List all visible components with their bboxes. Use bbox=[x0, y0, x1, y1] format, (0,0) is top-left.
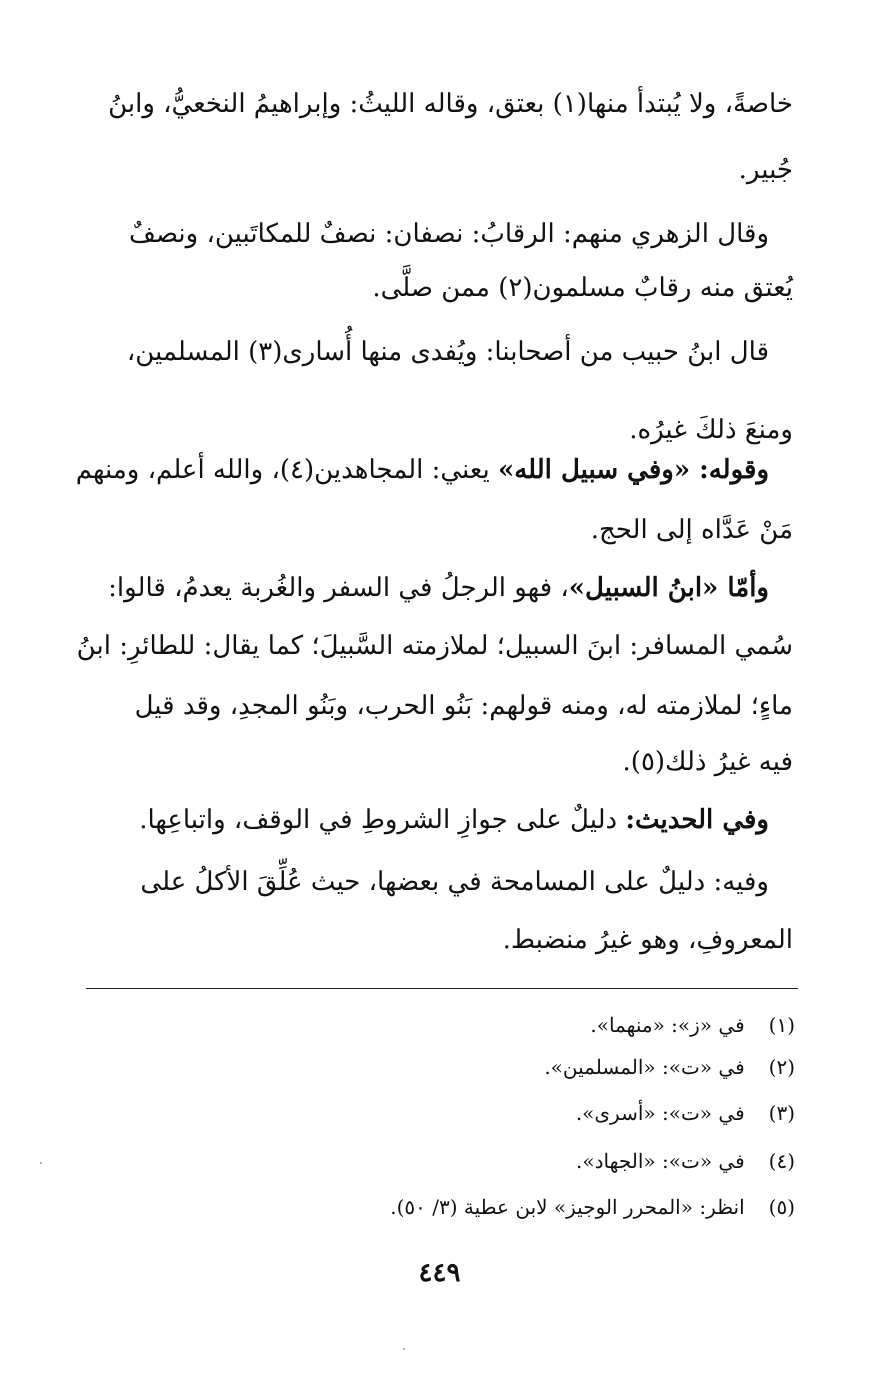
footnote-1: (١) في «ز»: «منهما». bbox=[590, 1010, 795, 1040]
body-line-12: فيه غيرُ ذلك(٥). bbox=[622, 747, 793, 777]
footnote-2-number: (٢) bbox=[768, 1055, 795, 1079]
body-line-8: مَنْ عَدَّاه إلى الحج. bbox=[590, 515, 793, 545]
footnote-3: (٣) في «ت»: «أسرى». bbox=[576, 1098, 795, 1128]
body-line-11: ماءٍ؛ لملازمته له، ومنه قولهم: بَنُو الحرب، وبَنُو المجدِ، وقد قيل bbox=[134, 691, 793, 721]
scan-speck bbox=[403, 1348, 405, 1350]
footnote-4-number: (٤) bbox=[768, 1149, 795, 1173]
footnote-2: (٢) في «ت»: «المسلمين». bbox=[544, 1052, 795, 1082]
body-line-5: قال ابنُ حبيب من أصحابنا: ويُفدى منها أُسارى(٣) المسلمين، bbox=[126, 337, 769, 367]
body-line-15: المعروفِ، وهو غيرُ منضبط. bbox=[502, 925, 793, 955]
body-line-14: وفيه: دليلٌ على المسامحة في بعضها، حيث عُلِّقَ الأكلُ على bbox=[140, 867, 769, 897]
body-line-6: ومنعَ ذلكَ غيرُه. bbox=[629, 415, 793, 445]
body-line-13-lead: وفي الحديث: bbox=[625, 805, 769, 835]
body-line-4: يُعتق منه رقابٌ مسلمون(٢) ممن صلَّى. bbox=[372, 273, 793, 303]
footnote-1-number: (١) bbox=[768, 1013, 795, 1037]
body-line-9: وأمّا «ابنُ السبيل»، فهو الرجلُ في السفر والغُربة يعدمُ، قالوا: bbox=[108, 573, 769, 603]
body-line-10: سُمي المسافر: ابنَ السبيل؛ لملازمته السَّبيلَ؛ كما يقال: للطائرِ: ابنُ bbox=[76, 631, 793, 661]
footnote-4: (٤) في «ت»: «الجهاد». bbox=[576, 1146, 795, 1176]
body-line-7: وقوله: «وفي سبيل الله» يعني: المجاهدين(٤)، والله أعلم، ومنهم bbox=[75, 455, 769, 485]
body-line-13: وفي الحديث: دليلٌ على جوازِ الشروطِ في الوقف، واتباعِها. bbox=[139, 805, 769, 835]
footnote-separator bbox=[86, 988, 798, 989]
footnote-5: (٥) انظر: «المحرر الوجيز» لابن عطية (٣/ ٥٠). bbox=[390, 1192, 795, 1222]
body-line-1: خاصةً، ولا يُبتدأ منها(١) بعتق، وقاله الليثُ: وإبراهيمُ النخعيُّ، وابنُ bbox=[108, 89, 793, 119]
body-line-9-lead: وأمّا «ابنُ السبيل» bbox=[568, 573, 769, 603]
body-line-3: وقال الزهري منهم: الرقابُ: نصفان: نصفٌ للمكاتَبين، ونصفٌ bbox=[128, 219, 769, 249]
footnote-3-number: (٣) bbox=[768, 1101, 795, 1125]
body-line-7-lead: وقوله: «وفي سبيل الله» bbox=[497, 455, 769, 485]
body-line-2: جُبير. bbox=[738, 155, 793, 185]
scan-speck bbox=[40, 1162, 42, 1164]
page-number: ٤٤٩ bbox=[418, 1258, 461, 1288]
footnote-5-number: (٥) bbox=[768, 1195, 795, 1219]
